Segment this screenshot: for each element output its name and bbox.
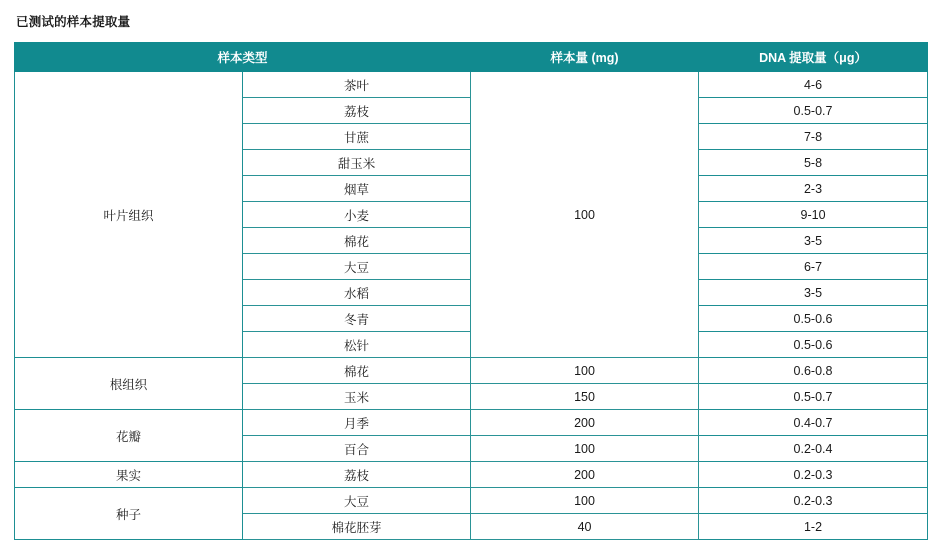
cell-dna-yield: 4-6 bbox=[699, 72, 928, 98]
cell-sample-amount: 40 bbox=[471, 514, 699, 540]
table-row bbox=[15, 72, 928, 98]
cell-sample-name: 甜玉米 bbox=[243, 150, 471, 176]
column-header-dna-yield: DNA 提取量（μg） bbox=[699, 43, 928, 72]
cell-dna-yield: 0.6-0.8 bbox=[699, 358, 928, 384]
table-row bbox=[15, 462, 928, 488]
cell-dna-yield: 5-8 bbox=[699, 150, 928, 176]
cell-dna-yield: 0.5-0.7 bbox=[699, 98, 928, 124]
table-row bbox=[15, 488, 928, 514]
cell-sample-name: 茶叶 bbox=[243, 72, 471, 98]
cell-sample-name: 大豆 bbox=[243, 254, 471, 280]
cell-sample-amount: 100 bbox=[471, 358, 699, 384]
cell-sample-amount: 100 bbox=[471, 436, 699, 462]
cell-sample-group: 叶片组织 bbox=[15, 72, 243, 358]
table-header-row bbox=[15, 43, 928, 72]
cell-sample-amount: 200 bbox=[471, 462, 699, 488]
cell-sample-group: 花瓣 bbox=[15, 410, 243, 462]
cell-sample-group: 种子 bbox=[15, 488, 243, 540]
cell-dna-yield: 2-3 bbox=[699, 176, 928, 202]
cell-dna-yield: 1-2 bbox=[699, 514, 928, 540]
column-header-sample-amount: 样本量 (mg) bbox=[471, 43, 699, 72]
table-row bbox=[15, 358, 928, 384]
cell-dna-yield: 3-5 bbox=[699, 280, 928, 306]
cell-sample-name: 棉花胚芽 bbox=[243, 514, 471, 540]
cell-sample-group: 根组织 bbox=[15, 358, 243, 410]
cell-sample-name: 棉花 bbox=[243, 228, 471, 254]
table-body bbox=[15, 72, 928, 540]
cell-sample-amount: 100 bbox=[471, 488, 699, 514]
cell-sample-name: 荔枝 bbox=[243, 98, 471, 124]
cell-sample-name: 小麦 bbox=[243, 202, 471, 228]
cell-dna-yield: 0.4-0.7 bbox=[699, 410, 928, 436]
cell-dna-yield: 0.5-0.6 bbox=[699, 332, 928, 358]
cell-sample-name: 甘蔗 bbox=[243, 124, 471, 150]
cell-sample-amount: 200 bbox=[471, 410, 699, 436]
table-row bbox=[15, 410, 928, 436]
cell-dna-yield: 0.5-0.7 bbox=[699, 384, 928, 410]
cell-sample-name: 水稻 bbox=[243, 280, 471, 306]
cell-sample-name: 松针 bbox=[243, 332, 471, 358]
table-header bbox=[15, 43, 928, 72]
column-header-sample-type: 样本类型 bbox=[15, 43, 471, 72]
cell-sample-amount: 150 bbox=[471, 384, 699, 410]
cell-sample-name: 玉米 bbox=[243, 384, 471, 410]
cell-sample-amount: 100 bbox=[471, 72, 699, 358]
cell-sample-name: 棉花 bbox=[243, 358, 471, 384]
cell-dna-yield: 0.5-0.6 bbox=[699, 306, 928, 332]
cell-sample-name: 烟草 bbox=[243, 176, 471, 202]
sample-extraction-table bbox=[14, 42, 928, 540]
cell-sample-name: 百合 bbox=[243, 436, 471, 462]
cell-dna-yield: 9-10 bbox=[699, 202, 928, 228]
cell-sample-name: 月季 bbox=[243, 410, 471, 436]
cell-dna-yield: 0.2-0.3 bbox=[699, 488, 928, 514]
cell-dna-yield: 3-5 bbox=[699, 228, 928, 254]
cell-dna-yield: 7-8 bbox=[699, 124, 928, 150]
cell-dna-yield: 0.2-0.4 bbox=[699, 436, 928, 462]
cell-sample-name: 荔枝 bbox=[243, 462, 471, 488]
cell-sample-name: 大豆 bbox=[243, 488, 471, 514]
page-title: 已测试的样本提取量 bbox=[16, 15, 131, 29]
cell-sample-name: 冬青 bbox=[243, 306, 471, 332]
cell-sample-group: 果实 bbox=[15, 462, 243, 488]
cell-dna-yield: 0.2-0.3 bbox=[699, 462, 928, 488]
cell-dna-yield: 6-7 bbox=[699, 254, 928, 280]
